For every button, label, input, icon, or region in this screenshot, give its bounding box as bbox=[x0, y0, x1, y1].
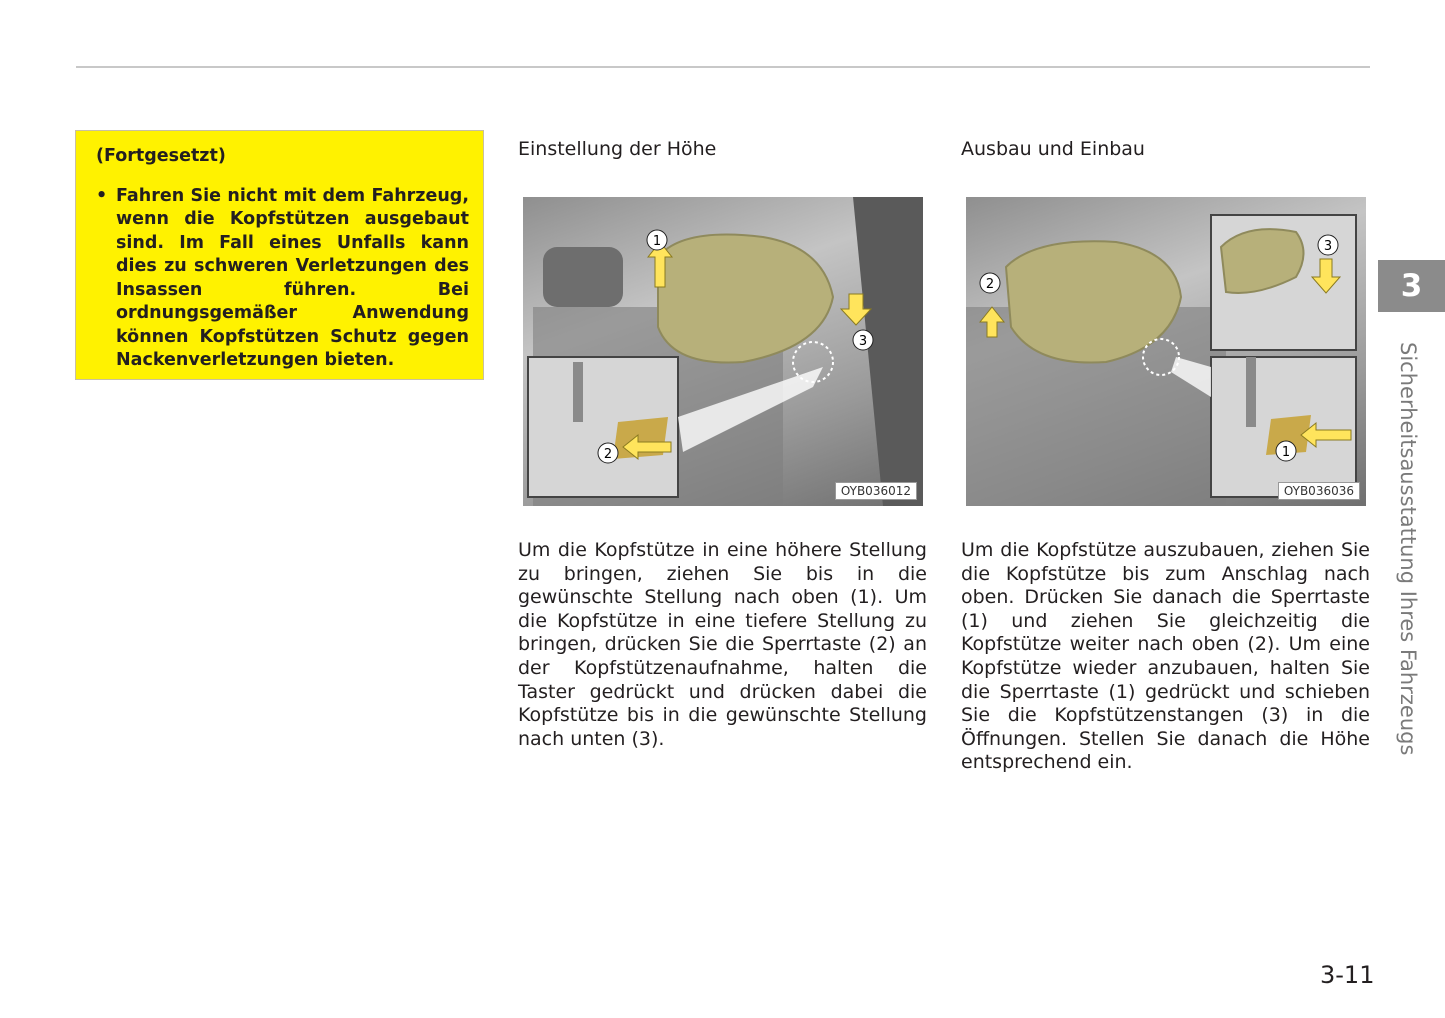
headrest-removal-illustration bbox=[966, 197, 1366, 506]
chapter-tab: 3 bbox=[1378, 260, 1445, 312]
label-3: 3 bbox=[1323, 239, 1333, 254]
warning-continued: (Fortgesetzt) bbox=[96, 146, 226, 166]
heading-height-adjustment: Einstellung der Höhe bbox=[518, 138, 717, 160]
bullet-icon: • bbox=[96, 185, 108, 206]
label-3: 3 bbox=[858, 334, 868, 349]
label-2: 2 bbox=[985, 277, 995, 292]
label-1-icon bbox=[1276, 441, 1296, 461]
figure-removal bbox=[966, 197, 1366, 506]
label-2-icon bbox=[598, 443, 618, 463]
chapter-title: Sicherheitsausstattung Ihres Fahrzeugs bbox=[1396, 342, 1420, 756]
label-1-icon bbox=[647, 230, 667, 250]
warning-text: Fahren Sie nicht mit dem Fahrzeug, wenn die Kopfstützen ausgebaut sind. Im Fall eines Unfalls kann dies zu schweren Verletzungen des Insassen führen. Bei ordnungsgemäßer Anwendung können Kopfstützen Schutz gegen Nackenverletzungen bieten. bbox=[116, 185, 469, 370]
body-text-height: Um die Kopfstütze in eine höhere Stellung zu bringen, ziehen Sie bis in die gewünschte Stellung nach oben (1). Um die Kopfstütze in eine tiefere Stellung zu bringen, drücken Sie die Sperrtaste (2) an der Kopfstützenaufnahme, halten die Taster gedrückt und drücken dabei die Kopfstütze bis in die gewünschte Stellung nach unten (3). bbox=[518, 539, 927, 750]
label-2-icon bbox=[980, 273, 1000, 293]
label-2: 2 bbox=[603, 447, 613, 462]
label-3-icon bbox=[1318, 235, 1338, 255]
body-text-removal: Um die Kopfstütze auszubauen, ziehen Sie die Kopfstütze bis zum Anschlag nach oben. Drücken Sie danach die Sperrtaste (1) und ziehen Sie gleichzeitig die Kopfstütze weiter nach oben (2). Um eine Kopfstütze wieder anzubauen, halten Sie die Sperrtaste (1) gedrückt und schieben Sie die Kopfstützenstangen (3) in die Öffnungen. Stellen Sie danach die Höhe entsprechend ein. bbox=[961, 539, 1370, 774]
figure-height-adjustment bbox=[523, 197, 923, 506]
warning-bullet bbox=[96, 185, 469, 373]
label-1: 1 bbox=[652, 234, 662, 249]
headrest-illustration bbox=[523, 197, 923, 506]
label-3-icon bbox=[853, 330, 873, 350]
heading-removal: Ausbau und Einbau bbox=[961, 138, 1145, 160]
page-number: 3-11 bbox=[1320, 961, 1375, 989]
figure-code: OYB036012 bbox=[835, 482, 917, 500]
warning-box bbox=[75, 130, 484, 380]
top-rule bbox=[76, 66, 1370, 68]
label-1: 1 bbox=[1281, 445, 1291, 460]
figure-code: OYB036036 bbox=[1278, 482, 1360, 500]
